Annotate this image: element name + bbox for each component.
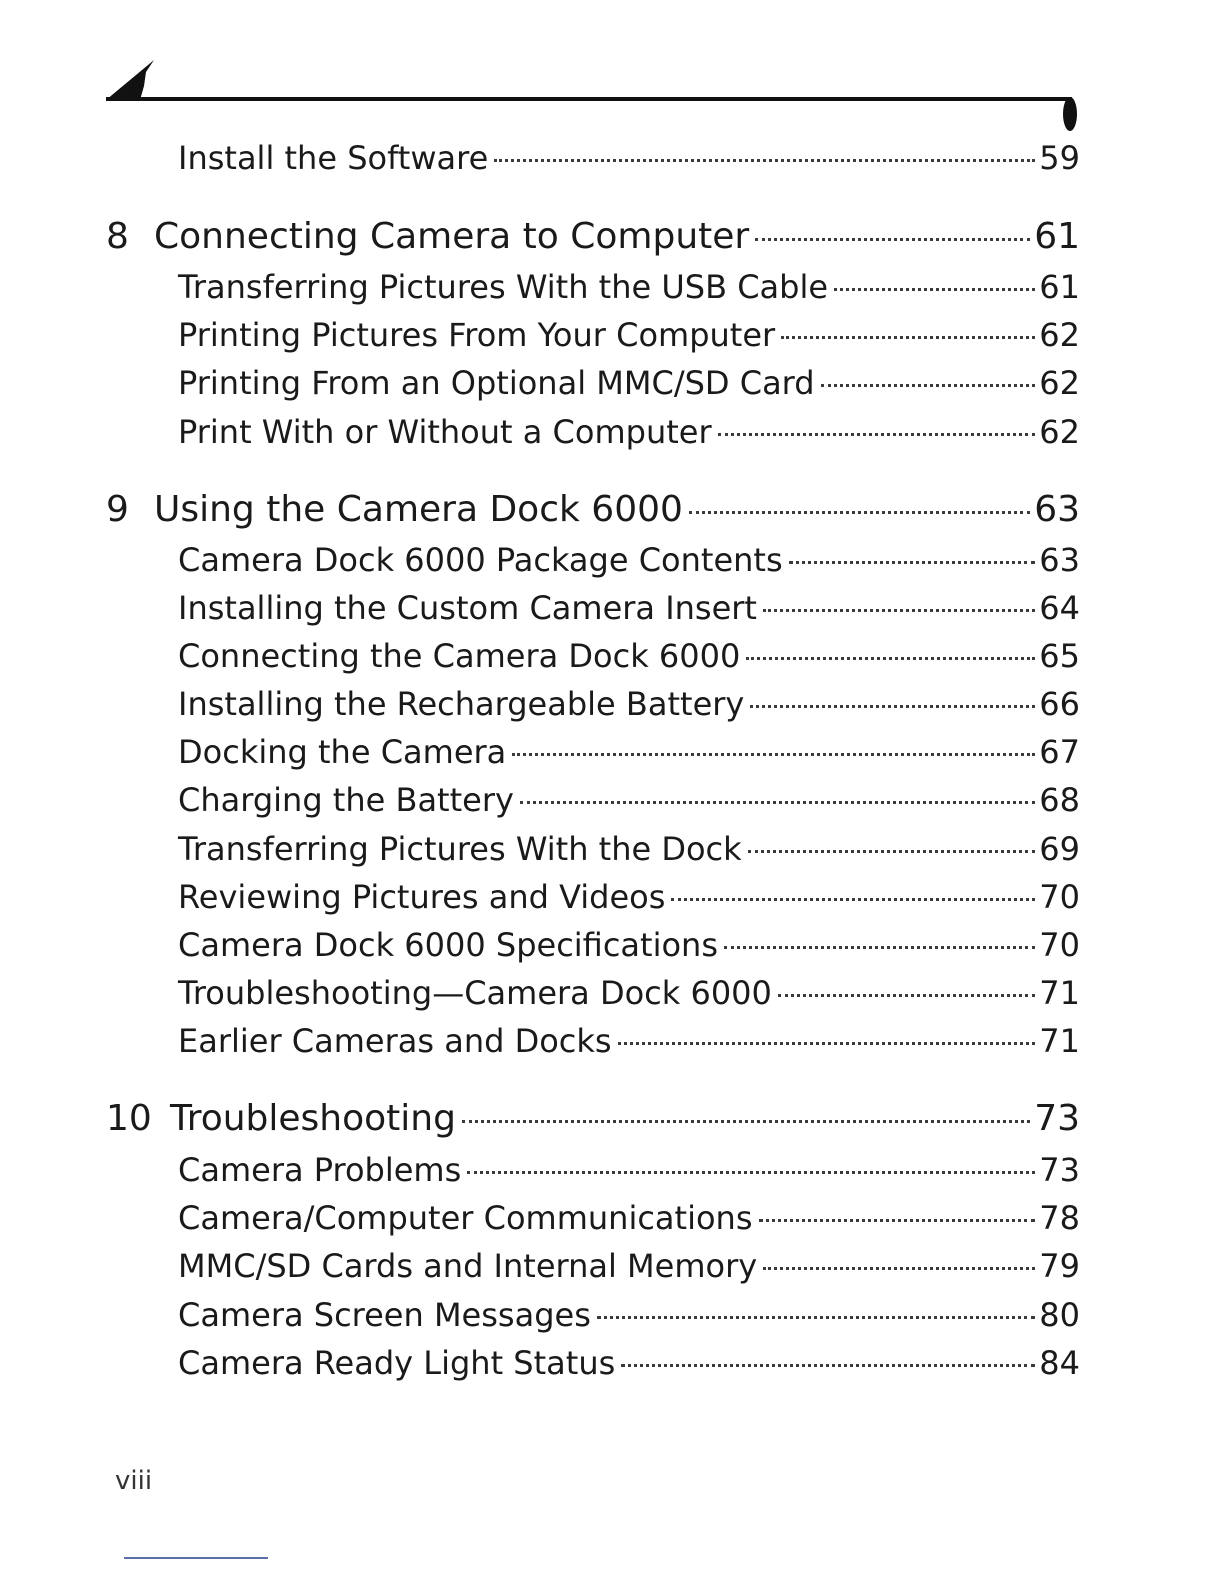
dot-leader bbox=[748, 850, 1036, 853]
entry-title: Troubleshooting—Camera Dock 6000 bbox=[178, 974, 772, 1012]
entry-page: 70 bbox=[1039, 926, 1080, 964]
dot-leader bbox=[621, 1364, 1035, 1367]
toc-entry[interactable] bbox=[106, 827, 1080, 871]
toc-entry[interactable] bbox=[106, 1293, 1080, 1337]
dot-leader bbox=[821, 384, 1036, 387]
entry-title: Print With or Without a Computer bbox=[178, 413, 712, 451]
dot-leader bbox=[763, 1267, 1035, 1270]
entry-title: Install the Software bbox=[178, 139, 489, 177]
entry-page: 62 bbox=[1039, 364, 1080, 402]
entry-title: MMC/SD Cards and Internal Memory bbox=[178, 1247, 758, 1285]
entry-title: Charging the Battery bbox=[178, 781, 514, 819]
entry-page: 78 bbox=[1039, 1199, 1080, 1237]
chapter-title: Using the Camera Dock 6000 bbox=[154, 489, 683, 530]
entry-title: Connecting the Camera Dock 6000 bbox=[178, 637, 741, 675]
entry-page: 70 bbox=[1039, 878, 1080, 916]
dot-leader bbox=[618, 1042, 1036, 1045]
dot-leader bbox=[462, 1120, 1030, 1123]
toc-chapter-9[interactable] bbox=[106, 485, 1080, 535]
footer-rule bbox=[124, 1557, 268, 1559]
chapter-title: Connecting Camera to Computer bbox=[154, 216, 750, 257]
toc-entry[interactable] bbox=[106, 682, 1080, 726]
entry-title: Camera Ready Light Status bbox=[178, 1344, 616, 1382]
dot-leader bbox=[755, 238, 1030, 241]
entry-title: Installing the Rechargeable Battery bbox=[178, 685, 745, 723]
toc-entry[interactable] bbox=[106, 1244, 1080, 1288]
chapter-page: 63 bbox=[1034, 489, 1080, 530]
entry-page: 63 bbox=[1039, 541, 1080, 579]
entry-title: Installing the Custom Camera Insert bbox=[178, 589, 757, 627]
entry-page: 71 bbox=[1039, 974, 1080, 1012]
chapter-number: 9 bbox=[106, 489, 129, 530]
dot-leader bbox=[512, 753, 1035, 756]
entry-page: 65 bbox=[1039, 637, 1080, 675]
page-number: viii bbox=[115, 1466, 153, 1496]
toc-entry[interactable] bbox=[106, 778, 1080, 822]
toc-entry[interactable] bbox=[106, 634, 1080, 678]
entry-title: Printing Pictures From Your Computer bbox=[178, 316, 776, 354]
entry-title: Camera Screen Messages bbox=[178, 1296, 591, 1334]
entry-page: 67 bbox=[1039, 733, 1080, 771]
entry-title: Camera Dock 6000 Package Contents bbox=[178, 541, 783, 579]
entry-page: 79 bbox=[1039, 1247, 1080, 1285]
entry-page: 62 bbox=[1039, 316, 1080, 354]
toc-entry[interactable] bbox=[106, 1019, 1080, 1063]
dot-leader bbox=[689, 511, 1030, 514]
dot-leader bbox=[781, 336, 1035, 339]
entry-page: 68 bbox=[1039, 781, 1080, 819]
dot-leader bbox=[789, 561, 1036, 564]
toc-entry[interactable] bbox=[106, 361, 1080, 405]
entry-title: Camera Dock 6000 Specifications bbox=[178, 926, 718, 964]
dot-leader bbox=[778, 994, 1035, 997]
toc-chapter-10[interactable] bbox=[106, 1094, 1080, 1144]
dot-leader bbox=[750, 705, 1035, 708]
entry-page: 73 bbox=[1039, 1151, 1080, 1189]
toc-entry[interactable] bbox=[106, 1341, 1080, 1385]
toc-entry[interactable] bbox=[106, 875, 1080, 919]
entry-page: 84 bbox=[1039, 1344, 1080, 1382]
dot-leader bbox=[718, 433, 1036, 436]
entry-page: 71 bbox=[1039, 1022, 1080, 1060]
dot-leader bbox=[724, 946, 1035, 949]
entry-title: Transferring Pictures With the Dock bbox=[178, 830, 742, 868]
dot-leader bbox=[759, 1219, 1036, 1222]
toc-entry[interactable] bbox=[106, 538, 1080, 582]
dot-leader bbox=[834, 288, 1035, 291]
entry-page: 66 bbox=[1039, 685, 1080, 723]
entry-title: Transferring Pictures With the USB Cable bbox=[178, 268, 829, 306]
table-of-contents bbox=[106, 0, 1080, 1584]
dot-leader bbox=[494, 159, 1035, 162]
entry-page: 80 bbox=[1039, 1296, 1080, 1334]
entry-page: 64 bbox=[1039, 589, 1080, 627]
dot-leader bbox=[763, 609, 1035, 612]
toc-entry[interactable] bbox=[106, 730, 1080, 774]
entry-title: Printing From an Optional MMC/SD Card bbox=[178, 364, 815, 402]
dot-leader bbox=[467, 1171, 1035, 1174]
toc-entry-install-software[interactable] bbox=[106, 136, 1080, 180]
entry-page: 59 bbox=[1039, 139, 1080, 177]
entry-title: Earlier Cameras and Docks bbox=[178, 1022, 612, 1060]
toc-entry[interactable] bbox=[106, 923, 1080, 967]
toc-entry[interactable] bbox=[106, 1148, 1080, 1192]
entry-page: 62 bbox=[1039, 413, 1080, 451]
entry-title: Docking the Camera bbox=[178, 733, 507, 771]
toc-entry[interactable] bbox=[106, 1196, 1080, 1240]
entry-title: Reviewing Pictures and Videos bbox=[178, 878, 666, 916]
entry-title: Camera/Computer Communications bbox=[178, 1199, 753, 1237]
dot-leader bbox=[520, 801, 1035, 804]
chapter-page: 73 bbox=[1034, 1098, 1080, 1139]
dot-leader bbox=[746, 657, 1035, 660]
toc-entry[interactable] bbox=[106, 586, 1080, 630]
entry-page: 69 bbox=[1039, 830, 1080, 868]
toc-entry[interactable] bbox=[106, 971, 1080, 1015]
chapter-number: 10 bbox=[106, 1098, 152, 1139]
chapter-number: 8 bbox=[106, 216, 129, 257]
dot-leader bbox=[671, 898, 1035, 901]
toc-entry[interactable] bbox=[106, 410, 1080, 454]
toc-entry[interactable] bbox=[106, 313, 1080, 357]
chapter-title: Troubleshooting bbox=[170, 1098, 456, 1139]
entry-title: Camera Problems bbox=[178, 1151, 462, 1189]
chapter-page: 61 bbox=[1034, 216, 1080, 257]
toc-chapter-8[interactable] bbox=[106, 212, 1080, 262]
entry-page: 61 bbox=[1039, 268, 1080, 306]
toc-entry[interactable] bbox=[106, 265, 1080, 309]
dot-leader bbox=[597, 1316, 1035, 1319]
